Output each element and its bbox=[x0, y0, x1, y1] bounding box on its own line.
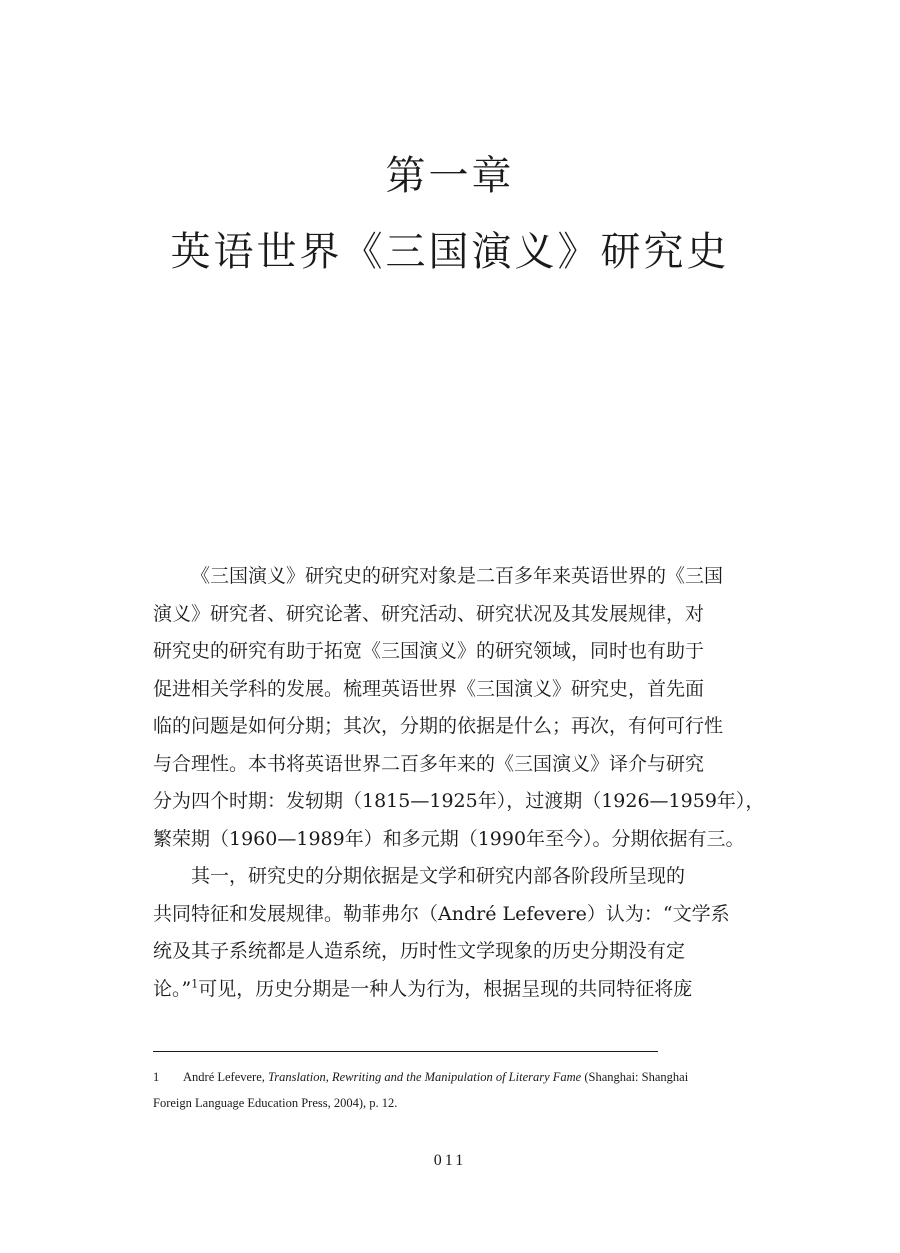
footnote-number: 1 bbox=[153, 1070, 160, 1084]
footnote-book-title: Translation, Rewriting and the Manipulation of Literary Fame bbox=[268, 1070, 582, 1084]
body-line: 演义》研究者、研究论著、研究活动、研究状况及其发展规律，对 bbox=[153, 602, 705, 625]
body-line: 其一，研究史的分期依据是文学和研究内部各阶段所呈现的 bbox=[191, 865, 686, 887]
footnote-divider bbox=[153, 1051, 658, 1052]
footnote-line bbox=[153, 1090, 753, 1116]
footnote-publisher-cont: Foreign Language Education Press, 2004), p. 12. bbox=[153, 1096, 398, 1110]
body-line: 繁荣期（1960—1989年）和多元期（1990年至今）。分期依据有三。 bbox=[153, 827, 745, 850]
chapter-title: 英语世界《三国演义》研究史 bbox=[170, 229, 730, 275]
page-number: 011 bbox=[433, 1152, 467, 1169]
chapter-number: 第一章 bbox=[385, 153, 515, 199]
body-line: 分为四个时期：发轫期（1815—1925年），过渡期（1926—1959年）， bbox=[153, 790, 765, 812]
body-line: 《三国演义》研究史的研究对象是二百多年来英语世界的《三国 bbox=[191, 565, 724, 587]
footnote-reference[interactable]: 1 bbox=[191, 977, 199, 991]
body-line: 与合理性。本书将英语世界二百多年来的《三国演义》译介与研究 bbox=[153, 752, 705, 775]
body-line-part: 可见，历史分期是一种人为行为，根据呈现的共同特征将庞 bbox=[198, 977, 693, 1000]
footnote-publisher: (Shanghai: Shanghai bbox=[581, 1070, 689, 1084]
body-line: 临的问题是如何分期；其次，分期的依据是什么；再次，有何可行性 bbox=[153, 715, 724, 737]
body-line bbox=[153, 971, 749, 1009]
body-text bbox=[153, 558, 765, 1008]
body-line: 统及其子系统都是人造系统，历时性文学现象的历史分期没有定 bbox=[153, 940, 686, 962]
footnote-author: André Lefevere, bbox=[183, 1070, 269, 1084]
body-line: 促进相关学科的发展。梳理英语世界《三国演义》研究史，首先面 bbox=[153, 677, 705, 700]
footnote bbox=[153, 1064, 753, 1116]
body-line: 共同特征和发展规律。勒菲弗尔（André Lefevere）认为：“文学系 bbox=[153, 902, 730, 925]
footnote-line bbox=[153, 1064, 753, 1090]
body-line-part: 论。” bbox=[153, 977, 192, 1000]
body-line: 研究史的研究有助于拓宽《三国演义》的研究领域，同时也有助于 bbox=[153, 640, 705, 662]
